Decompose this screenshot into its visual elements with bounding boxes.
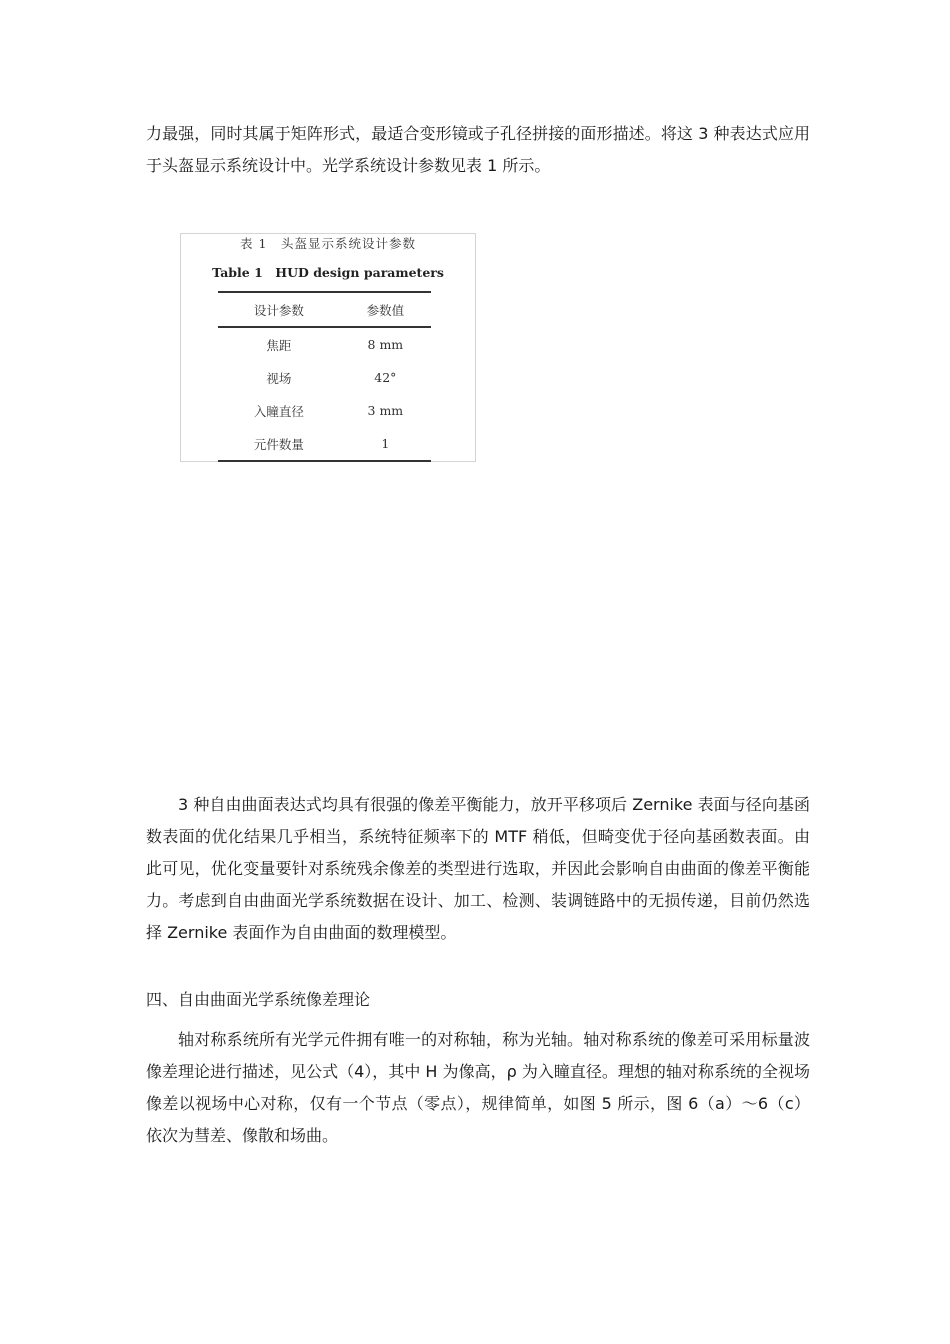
table-header-cell: 设计参数 xyxy=(253,302,304,318)
table-cell-value: 8 mm xyxy=(367,337,404,352)
table-row xyxy=(218,394,431,427)
table-cell-value: 1 xyxy=(381,436,390,451)
paragraph-intro: 力最强，同时其属于矩阵形式，最适合变形镜或子孔径拼接的面形描述。将这 3 种表达式应用于头盔显示系统设计中。光学系统设计参数见表 1 所示。 xyxy=(146,124,810,175)
parameters-table xyxy=(218,291,431,462)
table-cell-value: 42° xyxy=(374,370,397,385)
table-row xyxy=(218,361,431,394)
table-cell-param: 元件数量 xyxy=(253,436,304,452)
table-header-row xyxy=(218,292,431,327)
table-cell-param: 焦距 xyxy=(266,337,292,353)
table-caption-en: Table 1 HUD design parameters xyxy=(212,265,444,280)
table-cell-value: 3 mm xyxy=(367,403,404,418)
table-row xyxy=(218,327,431,361)
table-caption-zh: 表 1 头盔显示系统设计参数 xyxy=(240,236,416,251)
table-figure xyxy=(180,233,476,462)
table-cell-param: 入瞳直径 xyxy=(253,403,304,419)
paragraph-results: 3 种自由曲面表达式均具有很强的像差平衡能力，放开平移项后 Zernike 表面与径向基函数表面的优化结果几乎相当，系统特征频率下的 MTF 稍低，但畸变优于径向基函数表面。由此可见，优化变量要针对系统残余像差的类型进行选取，并因此会影响自由曲面的像差平衡能力。考虑到自由曲面光学系统数据在设计、加工、检测、装调链路中的无损传递，目前仍然选择 Zernike 表面作为自由曲面的数理模型。 xyxy=(146,795,810,942)
paragraph-theory: 轴对称系统所有光学元件拥有唯一的对称轴，称为光轴。轴对称系统的像差可采用标量波像差理论进行描述，见公式（4），其中 H 为像高，ρ 为入瞳直径。理想的轴对称系统的全视场像差以视场中心对称，仅有一个节点（零点），规律简单，如图 5 所示，图 6（a）～6（c）依次为彗差、像散和场曲。 xyxy=(146,1030,810,1145)
table-header-cell: 参数值 xyxy=(366,302,405,318)
table-row xyxy=(218,427,431,461)
table-cell-param: 视场 xyxy=(266,370,292,386)
section-heading: 四、自由曲面光学系统像差理论 xyxy=(146,990,371,1009)
